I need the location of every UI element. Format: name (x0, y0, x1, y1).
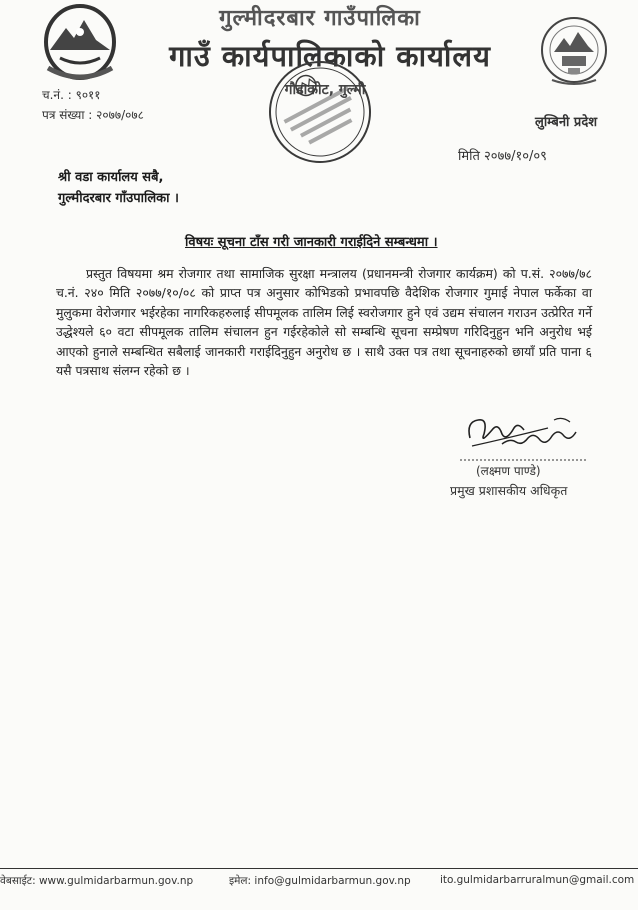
letter-date: मिति २०७७/१०/०९ (458, 149, 547, 164)
province-name: लुम्बिनी प्रदेश (535, 115, 598, 130)
handwritten-signature-icon (458, 408, 588, 464)
footer-email: इमेल: info@gulmidarbarmun.gov.np (229, 875, 411, 887)
addressee (58, 167, 179, 209)
letter-subject: विषयः सूचना टाँस गरी जानकारी गराईदिने सम्बन्धमा । (185, 235, 438, 250)
signatory-name: (लक्ष्मण पाण्डे) (476, 464, 541, 478)
dispatch-number: च.नं. : ९०११ (42, 88, 101, 102)
footer-divider (0, 868, 638, 869)
municipality-logo-icon (538, 8, 610, 94)
footer-website: वेबसाईट: www.gulmidarbarmun.gov.np (0, 875, 194, 887)
office-title: गाउँ कार्यपालिकाको कार्यालय (169, 39, 491, 73)
signatory-title: प्रमुख प्रशासकीय अधिकृत (450, 483, 568, 498)
municipality-title: गुल्मीदरबार गाउँपालिका (219, 6, 421, 31)
nepal-government-emblem-icon (30, 2, 130, 82)
letter-body: प्रस्तुत विषयमा श्रम रोजगार तथा सामाजिक सुरक्षा मन्त्रालय (प्रधानमन्त्री रोजगार कार्यक्रम) को प.सं. २०७७/७८ च.नं. २४० मिति २०७७/१०/०८ को प्राप्त पत्र अनुसार कोभिडको प्रभावपछि वैदेशिक रोजगार गुमाई नेपाल फर्केका वा मुलुकमा वेरोजगार भईरहेका नागरिकहरुलाई सीपमूलक तालिम लिई स्वरोजगार हुने एवं उद्यम संचालन गराउन उत्प्रेरित गर्ने उद्धेश्यले ६० वटा सीपमूलक तालिम संचालन हुन गईरहेकोले सो सम्बन्धि सूचना सम्प्रेषण गरिदिनुहुन भनि अनुरोध भई आएको हुनाले सम्बन्धित सबैलाई जानकारी गराईदिनुहुन अनुरोध छ । साथै उक्त पत्र तथा सूचनाहरुको छायाँ प्रति पाना ६ यसै पत्रसाथ संलग्न रहेको छ । (56, 266, 592, 379)
footer-email-secondary: ito.gulmidarbarruralmun@gmail.com (440, 874, 635, 886)
office-seal-stamp-icon (266, 58, 374, 166)
letter-number: पत्र संख्या : २०७७/०७८ (42, 108, 144, 122)
addressee-line-1: श्री वडा कार्यालय सबै, (58, 170, 164, 185)
office-address: गौडाकोट, गुल्मी (284, 82, 366, 98)
addressee-line-2: गुल्मीदरबार गाँउपालिका । (58, 191, 179, 206)
